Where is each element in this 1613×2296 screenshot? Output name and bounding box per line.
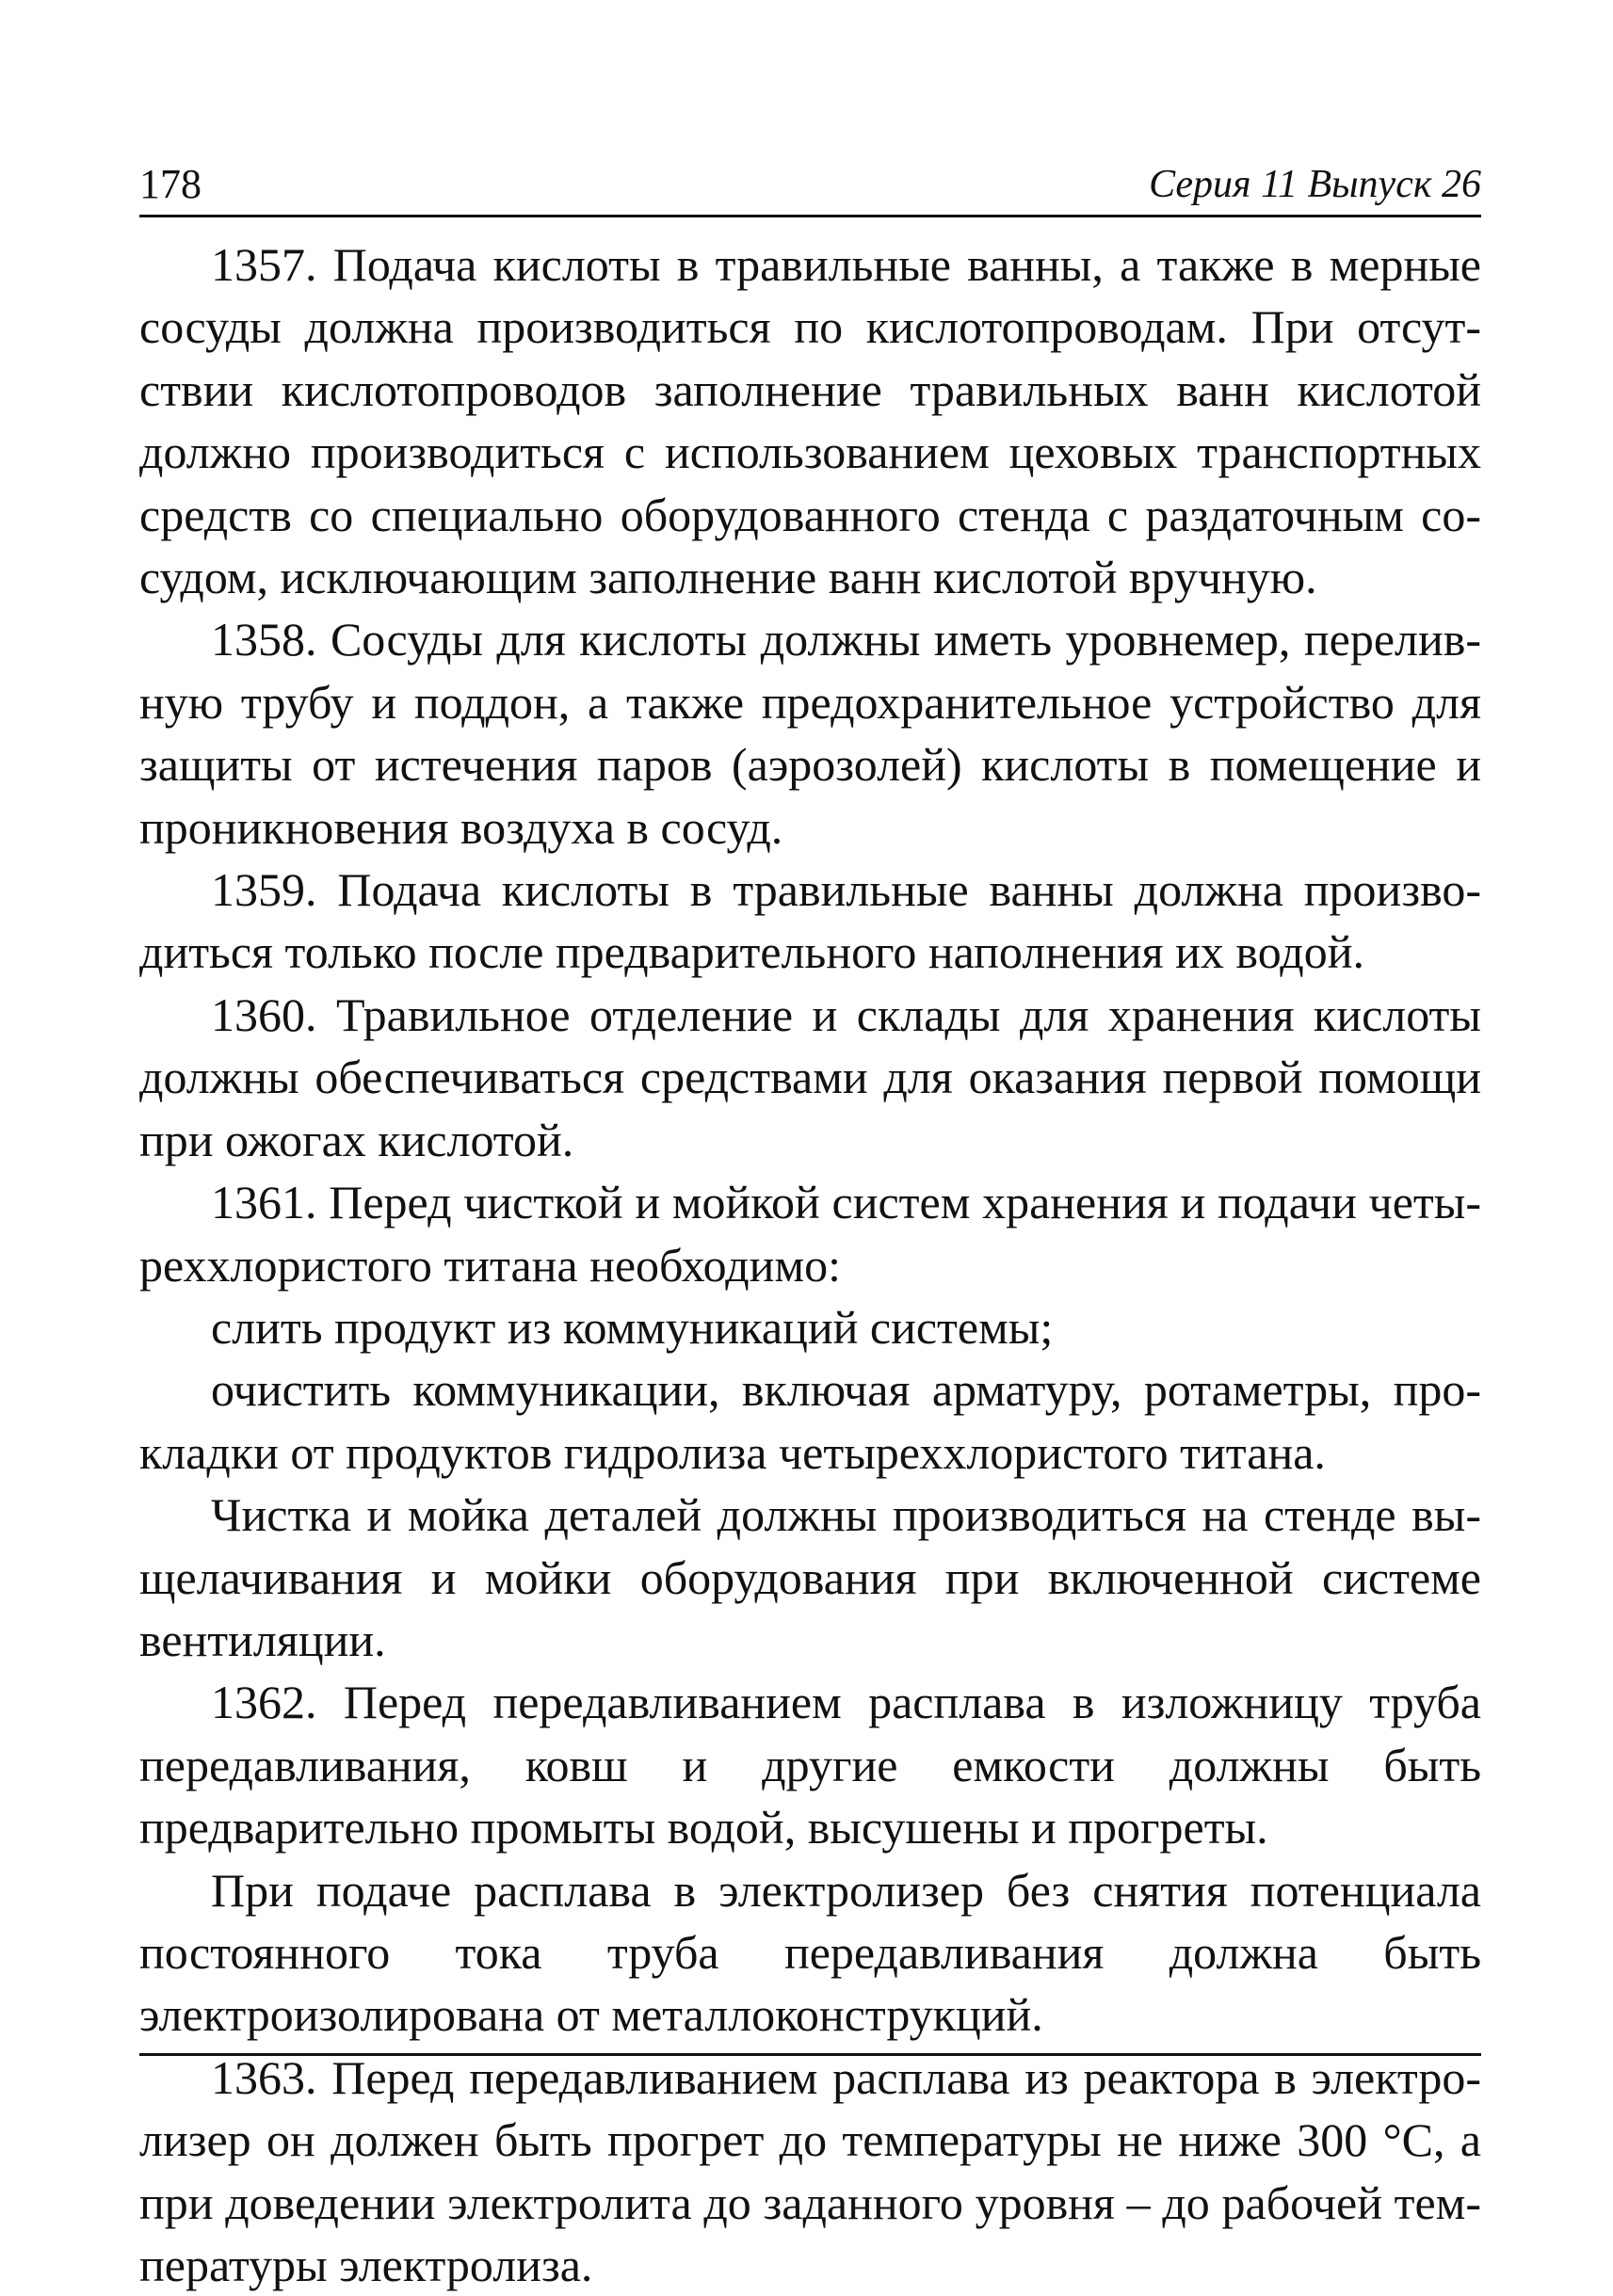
body-text xyxy=(139,233,1481,2296)
paragraph-1358: 1358. Сосуды для кислоты должны иметь уровнемер, переливную трубу и поддон, а также предохранительное устройство для защиты от истечения паров (аэрозолей) кислоты в помещение и проникновения воздуха в сосуд. xyxy=(139,613,1481,854)
paragraph-1361-item-2: очистить коммуникации, включая арматуру, ротаметры, прокладки от продуктов гидролиза четыреххлористого титана. xyxy=(139,1363,1481,1479)
paragraph-1359: 1359. Подача кислоты в травильные ванны должна производиться только после предварительного наполнения их водой. xyxy=(139,863,1481,979)
header-rule xyxy=(139,215,1481,217)
paragraph-1361: 1361. Перед чисткой и мойкой систем хранения и подачи четыреххлористого титана необходимо: xyxy=(139,1176,1481,1292)
page-header xyxy=(139,158,1481,215)
footer-rule xyxy=(139,2053,1481,2056)
paragraph-1362: 1362. Перед передавливанием расплава в изложницу труба передавливания, ковш и другие емкости должны быть предварительно промыты водой, высушены и прогреты. xyxy=(139,1676,1481,1854)
paragraph-1361-item-1: слить продукт из коммуникаций системы; xyxy=(211,1300,1054,1354)
paragraph-1360: 1360. Травильное отделение и склады для хранения кислоты должны обеспечиваться средствами для оказания первой помощи при ожогах кислотой. xyxy=(139,987,1481,1166)
paragraph-1357: 1357. Подача кислоты в травильные ванны, а также в мерные сосуды должна производиться по кислотопроводам. При отсутствии кислотопроводов заполнение травильных ванн кислотой должно производиться с использованием цеховых транспортных средств со специально оборудованного стенда с раздаточным сосудом, исключающим заполнение ванн кислотой вручную. xyxy=(139,238,1481,604)
paragraph-1361-note: Чистка и мойка деталей должны производиться на стенде выщелачивания и мойки оборудования при включенной системе вентиляции. xyxy=(139,1488,1481,1666)
paragraph-1363: 1363. Перед передавливанием расплава из реактора в электролизер он должен быть прогрет до температуры не ниже 300 °С, а при доведении электролита до заданного уровня – до рабочей температуры электролиза. xyxy=(139,2050,1481,2291)
paragraph-1362-note: При подаче расплава в электролизер без снятия потенциала постоянного тока труба передавливания должна быть электроизолирована от металлоконструкций. xyxy=(139,1863,1481,2042)
page-number: 178 xyxy=(139,161,202,207)
running-head: Серия 11 Выпуск 26 xyxy=(1149,163,1481,206)
